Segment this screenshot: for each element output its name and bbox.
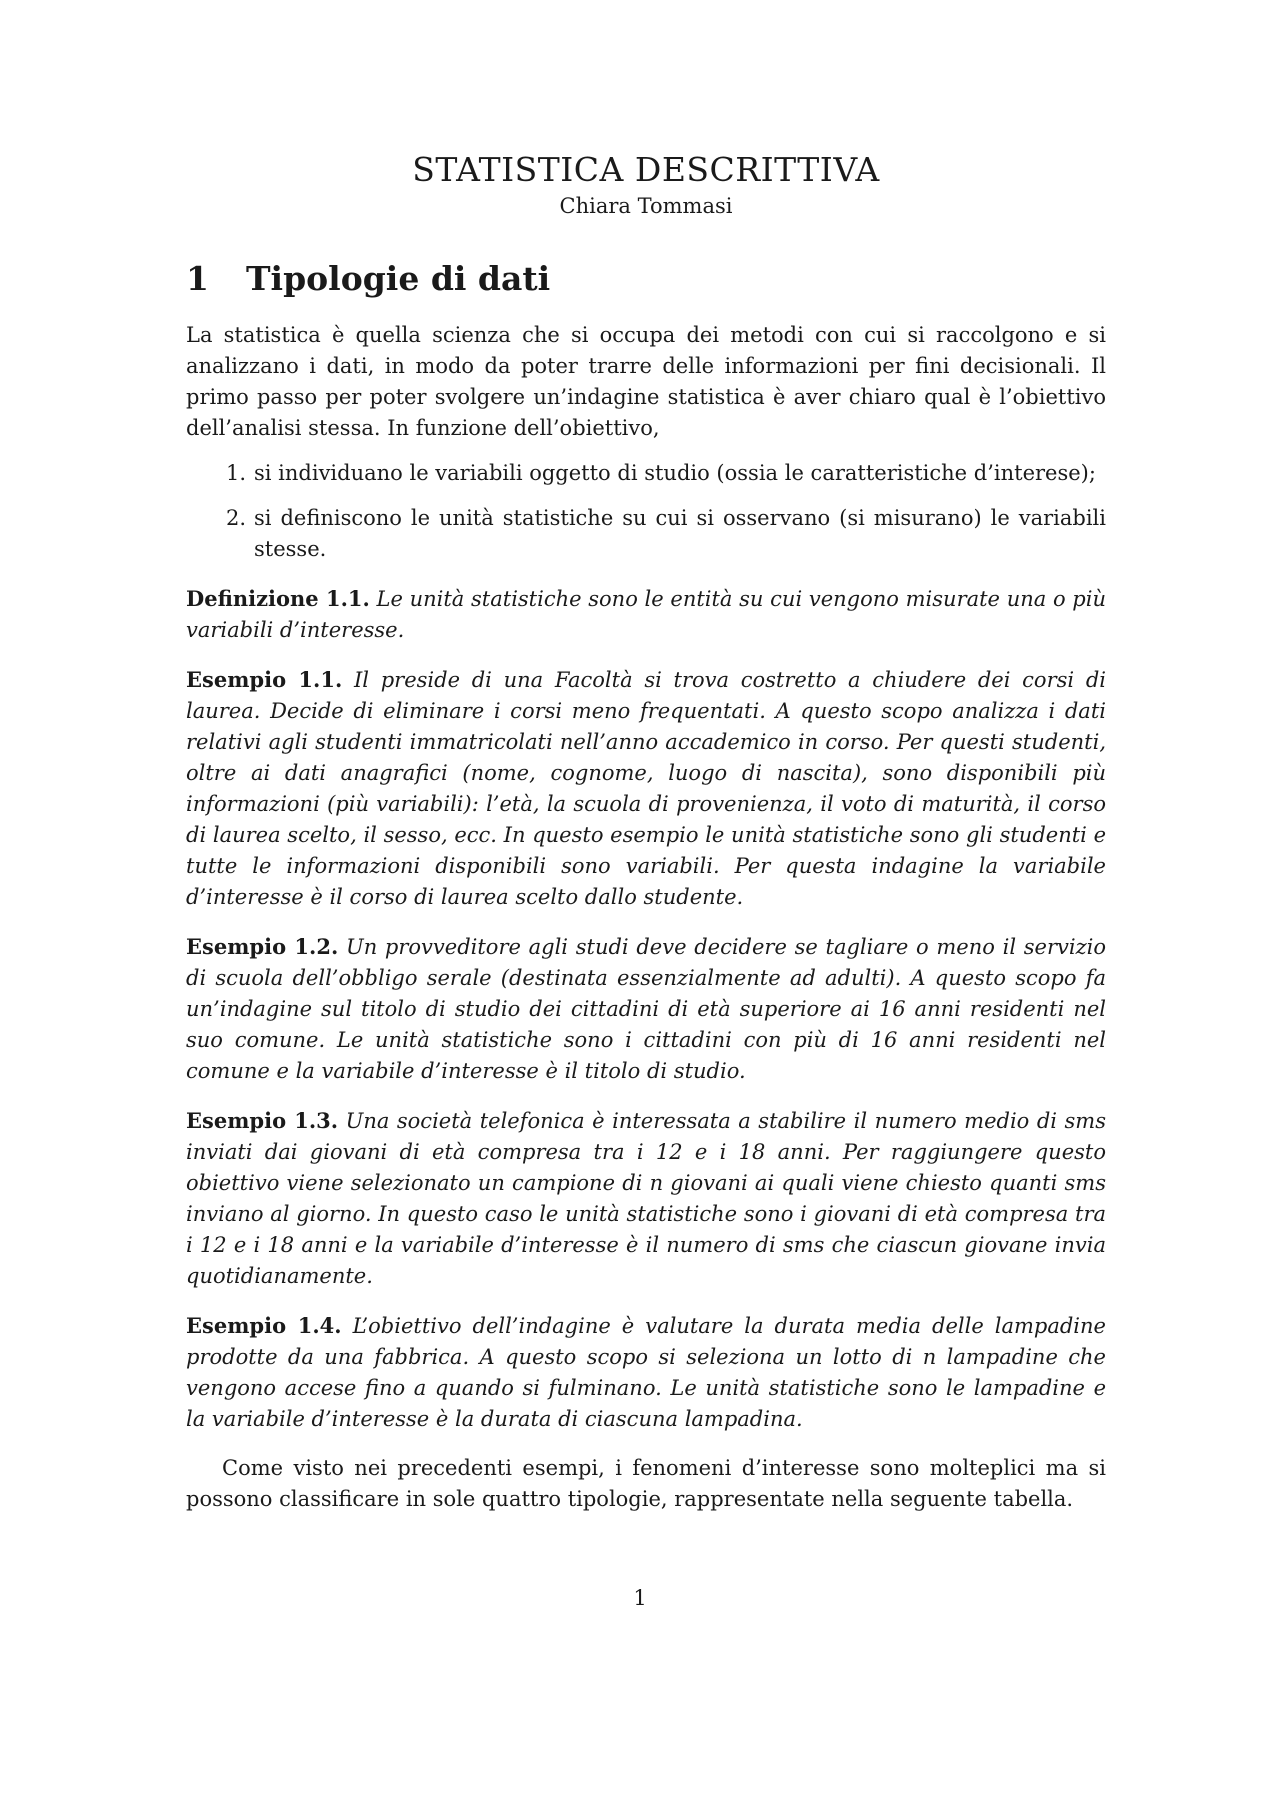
block-body: Il preside di una Facoltà si trova costretto a chiudere dei corsi di laurea. Decide di eliminare i corsi meno frequentati. A questo scopo analizza i dati relativi agli studenti immatricolati nell’anno accademico in corso. Per questi studenti, oltre ai dati anagrafici (nome, cognome, luogo di nascita), sono disponibili più informazioni (più variabili): l’età, la scuola di provenienza, il voto di maturità, il corso di laurea scelto, il sesso, ecc. In questo esempio le unità statistiche sono gli studenti e tutte le informazioni disponibili sono variabili. Per questa indagine la variabile d’interesse è il corso di laurea scelto dallo studente. [186, 668, 1106, 910]
block-body: Le unità statistiche sono le entità su cui vengono misurate una o più variabili d’interesse. [186, 587, 1106, 643]
list-marker: 2. [225, 506, 246, 531]
block-label: Definizione 1.1. [186, 586, 370, 612]
block-label: Esempio 1.4. [186, 1313, 342, 1339]
page-number: 1 [633, 1586, 647, 1610]
closing-paragraph: Come visto nei precedenti esempi, i fenomeni d’interesse sono molteplici ma si possono classificare in sole quattro tipologie, rappresentate nella seguente tabella. [186, 1456, 1106, 1512]
section-title: Tipologie di dati [246, 258, 551, 298]
list-item-text: si definiscono le unità statistiche su cui si osservano (si misurano) le variabili stesse. [254, 506, 1106, 562]
example-1-4 [186, 1310, 1106, 1435]
block-label: Esempio 1.1. [186, 667, 343, 693]
definition-1-1 [186, 583, 1106, 646]
block-body: L’obiettivo dell’indagine è valutare la durata media delle lampadine prodotte da una fabbrica. A questo scopo si seleziona un lotto di n lampadine che vengono accese fino a quando si fulminano. Le unità statistiche sono le lampadine e la variabile d’interesse è la durata di ciascuna lampadina. [186, 1314, 1106, 1432]
intro-paragraph: La statistica è quella scienza che si occupa dei metodi con cui si raccolgono e si analizzano i dati, in modo da poter trarre delle informazioni per fini decisionali. Il primo passo per poter svolgere un’indagine statistica è aver chiaro qual è l’obiettivo dell’analisi stessa. In funzione dell’obiettivo, [186, 323, 1106, 441]
document-author: Chiara Tommasi [559, 193, 733, 218]
list-marker: 1. [225, 461, 246, 486]
list-item [186, 458, 1106, 489]
document-title: STATISTICA DESCRITTIVA [412, 150, 880, 189]
section-number: 1 [186, 258, 209, 298]
steps-list [186, 458, 1106, 565]
block-label: Esempio 1.2. [186, 934, 339, 960]
document-page [186, 150, 1106, 1515]
block-body: Una società telefonica è interessata a stabilire il numero medio di sms inviati dai giovani di età compresa tra i 12 e i 18 anni. Per raggiungere questo obiettivo viene selezionato un campione di n giovani ai quali viene chiesto quanti sms inviano al giorno. In questo caso le unità statistiche sono i giovani di età compresa tra i 12 e i 18 anni e la variabile d’interesse è il numero di sms che ciascun giovane invia quotidianamente. [186, 1109, 1106, 1289]
list-item [186, 503, 1106, 565]
list-item-text: si individuano le variabili oggetto di studio (ossia le caratteristiche d’interese); [254, 461, 1096, 486]
example-1-3 [186, 1105, 1106, 1292]
example-1-1 [186, 664, 1106, 913]
block-body: Un provveditore agli studi deve decidere se tagliare o meno il servizio di scuola dell’obbligo serale (destinata essenzialmente ad adulti). A questo scopo fa un’indagine sul titolo di studio dei cittadini di età superiore ai 16 anni residenti nel suo comune. Le unità statistiche sono i cittadini con più di 16 anni residenti nel comune e la variabile d’interesse è il titolo di studio. [186, 935, 1106, 1084]
section-heading [186, 259, 1106, 299]
block-label: Esempio 1.3. [186, 1108, 339, 1134]
example-1-2 [186, 931, 1106, 1087]
title-block [186, 150, 1106, 219]
